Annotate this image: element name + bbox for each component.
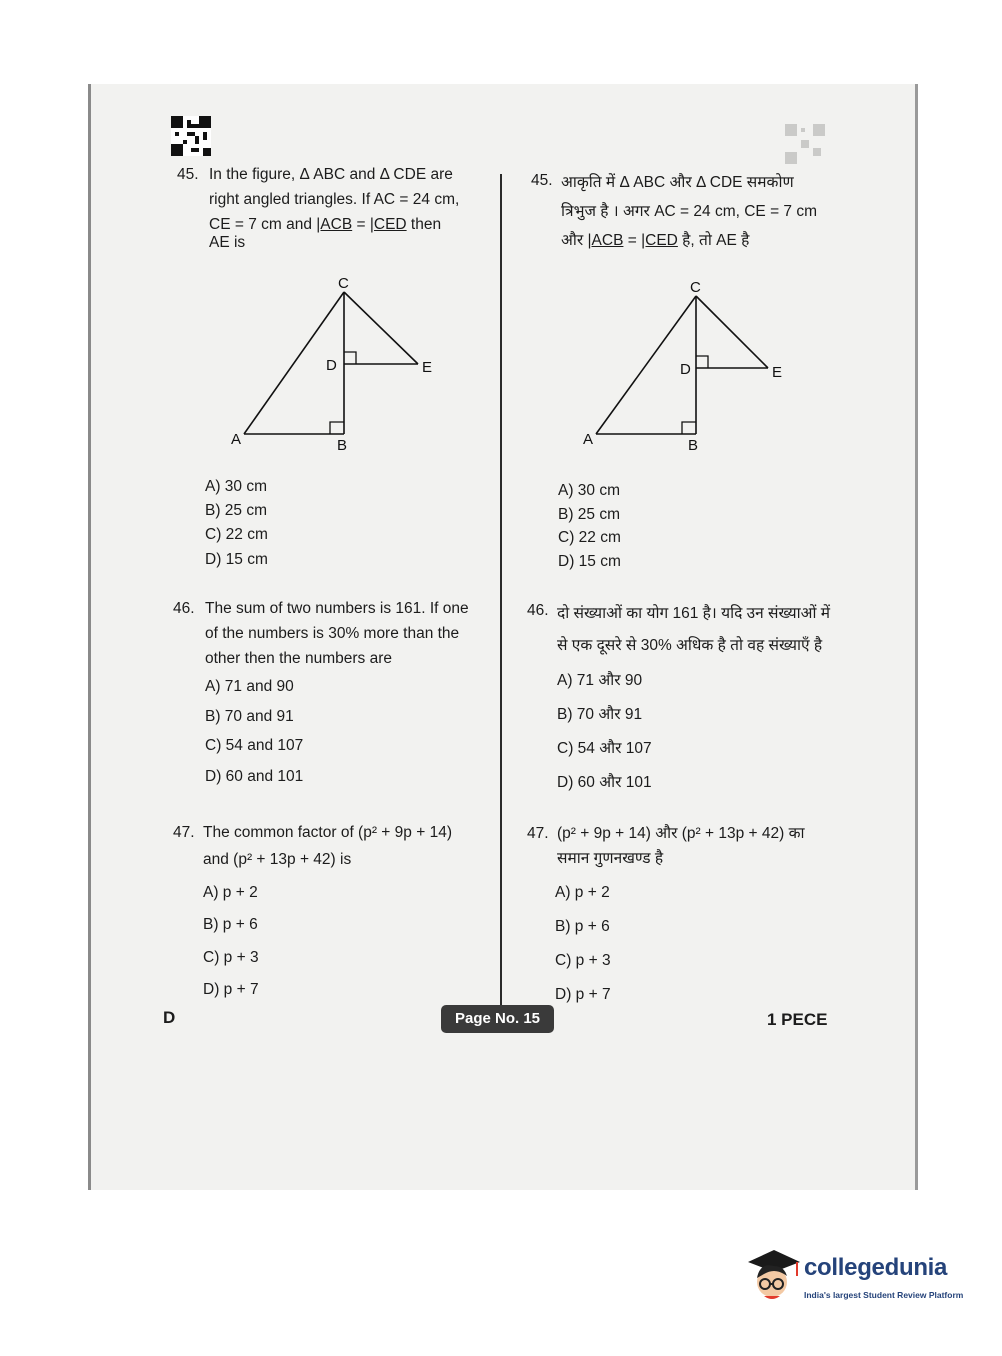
question-line: other then the numbers are (205, 650, 392, 667)
collegedunia-logo (744, 1248, 969, 1314)
option-a[interactable]: A) 71 और 90 (557, 672, 643, 689)
question-45-text (209, 162, 499, 255)
vertex-label-d: D (680, 361, 691, 378)
qr-code-icon (171, 116, 211, 156)
question-number: 45. (177, 166, 199, 183)
mascot-icon (744, 1248, 800, 1310)
triangle-diagram (578, 276, 798, 461)
question-line: of the numbers is 30% more than the (205, 625, 460, 642)
option-d[interactable]: D) p + 7 (203, 981, 259, 998)
option-d[interactable]: D) 15 cm (558, 553, 621, 570)
question-line: और |ACB = |CED है, तो AE है (561, 232, 750, 249)
vertex-label-a: A (583, 431, 594, 448)
question-line: से एक दूसरे से 30% अधिक है तो वह संख्याएँ है (557, 637, 823, 654)
column-divider (500, 174, 502, 1006)
page-number-badge: Page No. 15 (441, 1005, 554, 1033)
question-number: 47. (527, 825, 549, 842)
brand-tagline: India's largest Student Review Platform (804, 1290, 964, 1300)
question-line: आकृति में Δ ABC और Δ CDE समकोण (561, 174, 794, 191)
triangle-figure (226, 272, 446, 462)
option-c[interactable]: C) 54 and 107 (205, 737, 304, 754)
question-line: and (p² + 13p + 42) is (203, 851, 352, 868)
option-d[interactable]: D) 60 और 101 (557, 774, 652, 791)
faint-qr-code-icon (783, 124, 827, 164)
option-c[interactable]: C) p + 3 (555, 952, 611, 969)
question-47-text-hindi (557, 821, 857, 871)
question-47-text (203, 820, 499, 872)
option-c[interactable]: C) p + 3 (203, 949, 259, 966)
paper-code: 1 PECE (767, 1010, 828, 1029)
option-b[interactable]: B) 25 cm (558, 506, 621, 523)
vertex-label-c: C (690, 279, 701, 296)
option-d[interactable]: D) p + 7 (555, 986, 611, 1003)
question-line: CE = 7 cm and |ACB = |CED then (209, 216, 442, 233)
option-a[interactable]: A) 71 and 90 (205, 678, 294, 695)
option-c[interactable]: C) 54 और 107 (557, 740, 652, 757)
question-45-text-hindi (561, 168, 861, 255)
triangle-diagram (226, 272, 446, 457)
option-a[interactable]: A) p + 2 (203, 884, 258, 901)
question-number: 46. (527, 602, 549, 619)
brand-name: collegedunia (804, 1254, 948, 1281)
option-c[interactable]: C) 22 cm (205, 526, 268, 543)
option-b[interactable]: B) 70 and 91 (205, 708, 294, 725)
question-46-text-hindi (557, 598, 857, 662)
option-b[interactable]: B) p + 6 (203, 916, 258, 933)
option-d[interactable]: D) 15 cm (205, 551, 268, 568)
question-line: The sum of two numbers is 161. If one (205, 600, 469, 617)
question-number: 47. (173, 824, 195, 841)
question-line: त्रिभुज है । अगर AC = 24 cm, CE = 7 cm (561, 203, 818, 220)
vertex-label-d: D (326, 357, 337, 374)
question-line: (p² + 9p + 14) और (p² + 13p + 42) का (557, 825, 805, 842)
question-line: The common factor of (p² + 9p + 14) (203, 824, 452, 841)
option-a[interactable]: A) 30 cm (205, 478, 268, 495)
option-d[interactable]: D) 60 and 101 (205, 768, 304, 785)
option-c[interactable]: C) 22 cm (558, 529, 621, 546)
vertex-label-e: E (422, 359, 433, 376)
vertex-label-c: C (338, 275, 349, 292)
question-line: समान गुणनखण्ड है (557, 850, 664, 867)
option-b[interactable]: B) 70 और 91 (557, 706, 643, 723)
vertex-label-e: E (772, 364, 783, 381)
set-label: D (163, 1008, 176, 1027)
option-b[interactable]: B) p + 6 (555, 918, 610, 935)
vertex-label-b: B (337, 437, 348, 454)
question-line: In the figure, Δ ABC and Δ CDE are (209, 166, 453, 183)
vertex-label-b: B (688, 437, 699, 454)
scanned-page (88, 84, 918, 1190)
option-a[interactable]: A) 30 cm (558, 482, 621, 499)
question-line: AE is (209, 234, 246, 251)
question-number: 46. (173, 600, 195, 617)
question-line: right angled triangles. If AC = 24 cm, (209, 191, 460, 208)
option-a[interactable]: A) p + 2 (555, 884, 610, 901)
triangle-figure-hindi (578, 276, 798, 466)
question-number: 45. (531, 172, 553, 189)
question-line: दो संख्याओं का योग 161 है। यदि उन संख्याओं में (557, 605, 831, 622)
option-b[interactable]: B) 25 cm (205, 502, 268, 519)
question-46-text (205, 596, 497, 671)
vertex-label-a: A (231, 431, 242, 448)
